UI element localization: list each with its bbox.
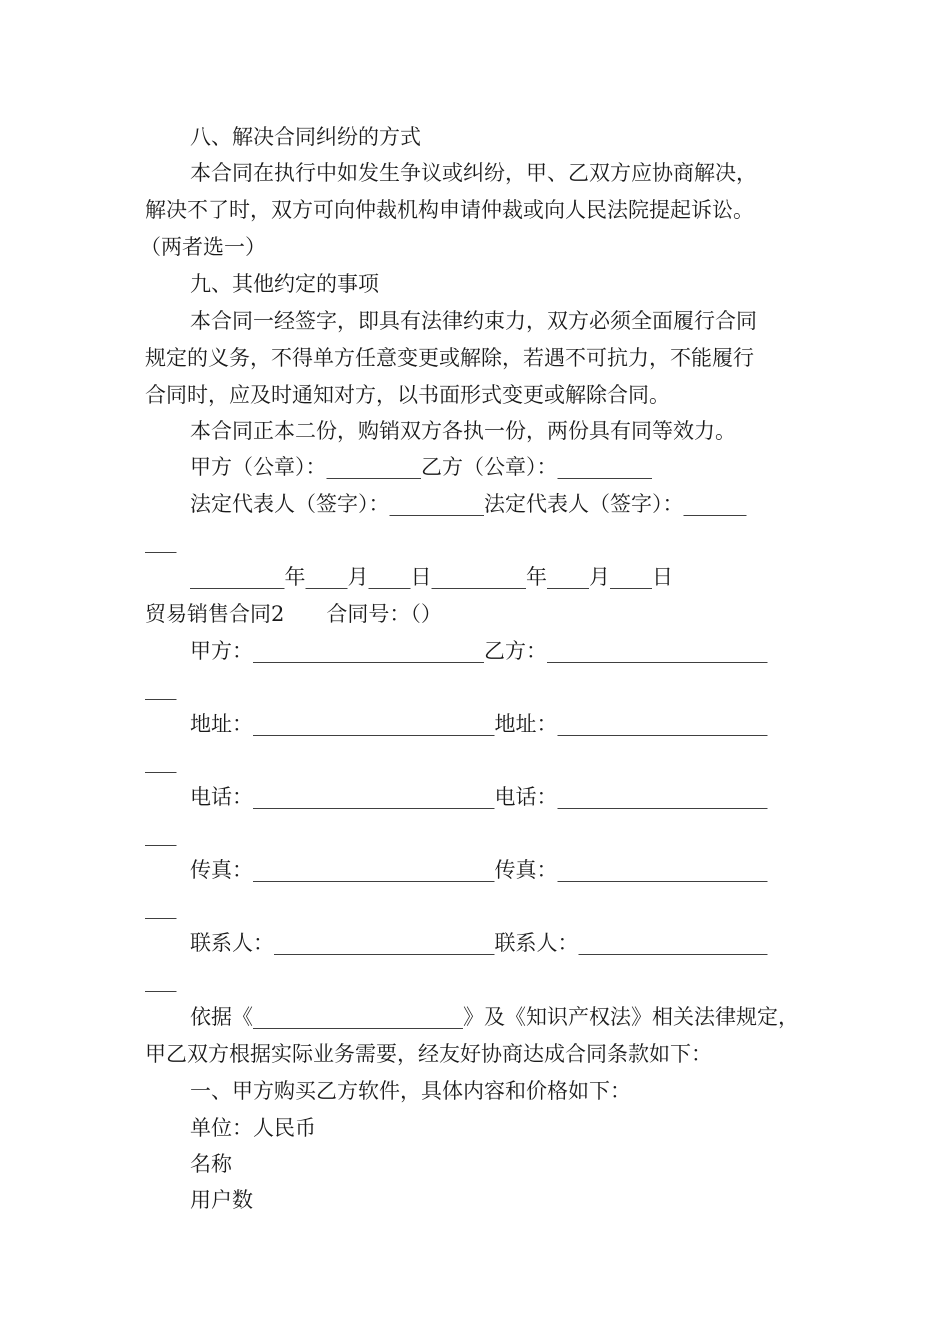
- field-contact-line: 联系人：_____________________联系人：__________________: [190, 931, 768, 955]
- paragraph-line: 本合同正本二份，购销双方各执一份，两份具有同等效力。: [190, 419, 736, 443]
- signature-date-line: _________年____月____日_________年____月____日: [190, 565, 673, 589]
- paragraph-line: 合同时，应及时通知对方，以书面形式变更或解除合同。: [145, 383, 670, 407]
- field-phone-line: 电话：_______________________电话：____________________: [190, 785, 768, 809]
- field-fax-line: 传真：_______________________传真：____________________: [190, 858, 768, 882]
- blank-continuation: ___: [145, 749, 177, 773]
- paragraph-line: 依据《____________________》及《知识产权法》相关法律规定，: [190, 1005, 799, 1029]
- blank-continuation: ___: [145, 968, 177, 992]
- blank-continuation: ___: [145, 676, 177, 700]
- blank-continuation: ___: [145, 822, 177, 846]
- blank-continuation: ___: [145, 895, 177, 919]
- section-heading-other: 九、其他约定的事项: [190, 272, 379, 296]
- clause-one-line: 一、甲方购买乙方软件，具体内容和价格如下：: [190, 1079, 631, 1103]
- signature-seal-line: 甲方（公章）：_________乙方（公章）：_________: [190, 455, 652, 479]
- paragraph-line: 甲乙双方根据实际业务需要，经友好协商达成合同条款如下：: [145, 1042, 712, 1066]
- blank-continuation: ___: [145, 529, 177, 553]
- name-line: 名称: [190, 1152, 232, 1176]
- unit-line: 单位：人民币: [190, 1116, 316, 1140]
- signature-rep-line: 法定代表人（签字）：_________法定代表人（签字）：______: [190, 492, 747, 516]
- paragraph-line: （两者选一）: [140, 235, 266, 259]
- section-heading-dispute: 八、解决合同纠纷的方式: [190, 125, 421, 149]
- contract-title-line: 贸易销售合同2 合同号：（）: [145, 602, 442, 626]
- paragraph-line: 规定的义务，不得单方任意变更或解除，若遇不可抗力，不能履行: [145, 346, 754, 370]
- field-party-line: 甲方：______________________乙方：_____________________: [190, 639, 768, 663]
- user-count-line: 用户数: [190, 1188, 253, 1212]
- paragraph-line: 解决不了时，双方可向仲裁机构申请仲裁或向人民法院提起诉讼。: [145, 198, 754, 222]
- paragraph-line: 本合同在执行中如发生争议或纠纷，甲、乙双方应协商解决，: [190, 161, 757, 185]
- field-address-line: 地址：_______________________地址：____________________: [190, 712, 768, 736]
- paragraph-line: 本合同一经签字，即具有法律约束力，双方必须全面履行合同: [190, 309, 757, 333]
